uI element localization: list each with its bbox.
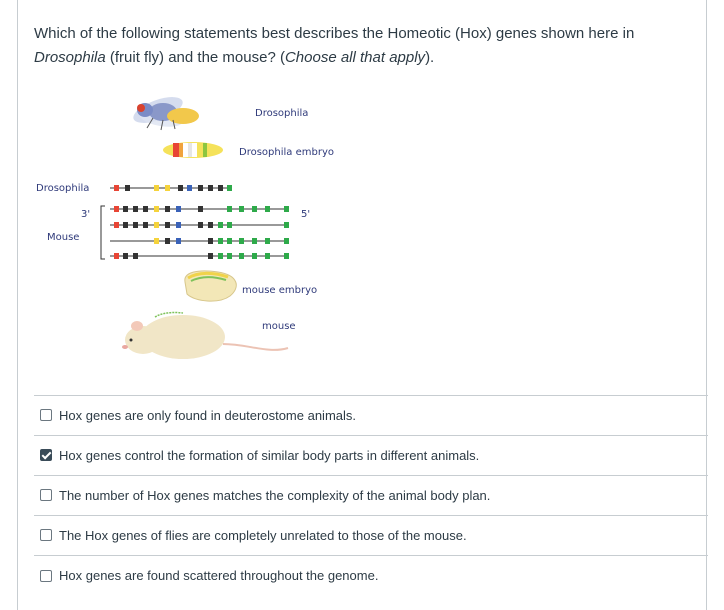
answer-option-2[interactable] — [34, 435, 708, 474]
label-mouse-cluster: Mouse — [47, 232, 80, 243]
answer-checkbox-5[interactable] — [40, 570, 52, 582]
fruit-fly-image — [130, 92, 199, 130]
hox-gene-figure — [33, 82, 363, 372]
answer-list — [34, 395, 708, 595]
answer-checkbox-1[interactable] — [40, 409, 52, 421]
label-drosophila-top: Drosophila — [255, 108, 309, 119]
drosophila-embryo-image — [163, 142, 223, 158]
question-card — [17, 0, 707, 610]
answer-option-3[interactable] — [34, 475, 708, 514]
answer-option-5[interactable] — [34, 555, 708, 595]
answer-text-1: Hox genes are only found in deuterostome animals. — [59, 407, 357, 423]
answer-checkbox-2[interactable] — [40, 449, 52, 461]
mouse-hox-clusters — [110, 206, 289, 259]
label-three-prime: 3' — [81, 209, 91, 220]
answer-checkbox-4[interactable] — [40, 529, 52, 541]
mouse-image — [122, 312, 288, 359]
question-text-part1: Which of the following statements best describes the Homeotic (Hox) genes shown here in — [34, 25, 635, 42]
mouse-cluster-bracket — [101, 206, 105, 259]
label-drosophila-embryo: Drosophila embryo — [239, 147, 334, 158]
hox-gene-diagram — [33, 82, 363, 372]
question-text-part3: (fruit fly) and the mouse? ( — [105, 49, 285, 66]
question-text-instruction: Choose all that apply — [284, 49, 426, 66]
drosophila-hox-cluster — [110, 185, 232, 191]
answer-text-2: Hox genes control the formation of similar body parts in different animals. — [59, 447, 480, 463]
label-mouse-embryo: mouse embryo — [242, 285, 318, 296]
answer-option-4[interactable] — [34, 515, 708, 554]
answer-checkbox-3[interactable] — [40, 489, 52, 501]
question-text-species: Drosophila — [34, 49, 106, 66]
label-mouse: mouse — [262, 321, 296, 332]
label-drosophila-cluster: Drosophila — [36, 183, 90, 194]
answer-option-1[interactable] — [34, 395, 708, 434]
answer-text-5: Hox genes are found scattered throughout the genome. — [59, 568, 379, 583]
answer-text-3: The number of Hox genes matches the complexity of the animal body plan. — [59, 487, 491, 503]
question-text — [34, 22, 694, 70]
question-text-part5: ). — [425, 49, 435, 66]
label-five-prime: 5' — [301, 209, 311, 220]
answer-text-4: The Hox genes of flies are completely unrelated to those of the mouse. — [59, 527, 467, 543]
mouse-embryo-image — [185, 271, 236, 301]
